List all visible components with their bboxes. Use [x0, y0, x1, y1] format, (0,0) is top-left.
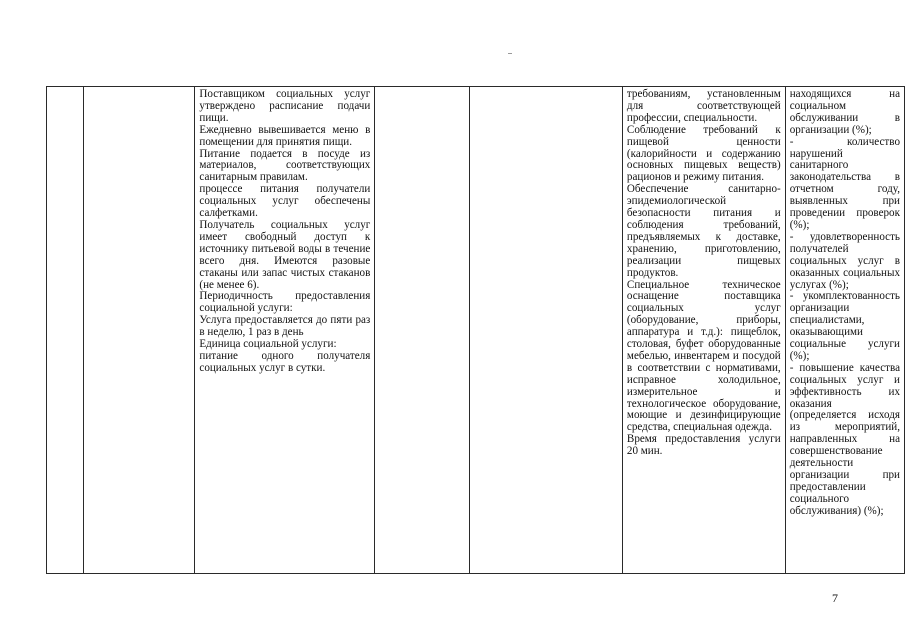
service-description-text	[199, 89, 370, 375]
page-number: 7	[832, 591, 838, 605]
table-row	[47, 87, 905, 574]
paragraph: Специальное техническое оснащение поставщика социальных услуг (оборудование, приборы, аппаратура и т.д.): пищеблок, столовая, буфет оборудованные мебелью, инвентарем и посудой в соответствии с нормативами, исправное холодильное, измерительное и технологическое оборудование, моющие и дезинфицирующие средства, специальная одежда.	[626, 278, 781, 434]
paragraph: Получатель социальных услуг имеет свободный доступ к источнику питьевой воды в течение всего дня. Имеются разовые стаканы или запас чистых стаканов (не менее 6).	[199, 218, 371, 291]
paragraph: Услуга предоставляется до пяти раз в неделю, 1 раз в день	[199, 314, 371, 339]
paragraph: находящихся на социальном обслуживании в организации (%);	[789, 88, 900, 136]
paragraph: Единица социальной услуги:	[199, 338, 337, 351]
paragraph: - повышение качества социальных услуг и эффективность их оказания (определяется исходя из мероприятий, направленных на совершенствование деятельности организации при предоставлении социального обслуживания) (%);	[789, 361, 900, 517]
table-cell-empty	[375, 87, 470, 574]
paragraph: - укомплектованность организации специалистами, оказывающими социальные услуги (%);	[789, 290, 900, 362]
services-table	[46, 86, 905, 574]
table-cell-number	[47, 87, 84, 574]
scan-dot	[508, 53, 512, 54]
paragraph: процессе питания получатели социальных услуг обеспечены салфетками.	[199, 183, 371, 220]
paragraph: Периодичность предоставления социальной услуги:	[199, 290, 371, 315]
paragraph: Соблюдение требований к пищевой ценности (калорийности и содержанию основных пищевых веществ) рационов и режиму питания.	[626, 123, 781, 184]
conditions-text	[627, 89, 781, 458]
paragraph: - удовлетворенность получателей социальных услуг в оказанных социальных услугах (%);	[789, 230, 900, 291]
table-cell-service-description	[195, 87, 375, 574]
paragraph: Ежедневно вывешивается меню в помещении для принятия пищи.	[199, 123, 371, 148]
table-cell-empty	[470, 87, 623, 574]
paragraph: - количество нарушений санитарного законодательства в отчетном году, выявленных при проведении проверок (%);	[789, 135, 900, 231]
paragraph: Обеспечение санитарно-эпидемиологической безопасности питания и соблюдения требований, предъявляемых к доставке, хранению, приготовлению, реализации пищевых продуктов.	[626, 183, 781, 279]
paragraph: Время предоставления услуги 20 мин.	[626, 433, 781, 458]
paragraph: питание одного получателя социальных услуг в сутки.	[199, 349, 371, 374]
paragraph: Поставщиком социальных услуг утверждено расписание подачи пищи.	[199, 88, 371, 124]
indicators-text	[790, 89, 900, 518]
table-cell-conditions	[622, 87, 785, 574]
table-cell-indicators	[785, 87, 904, 574]
paragraph: Питание подается в посуде из материалов, соответствующих санитарным правилам.	[199, 147, 371, 184]
table-cell-service-name	[84, 87, 195, 574]
paragraph: требованиям, установленным для соответствующей профессии, специальности.	[626, 88, 781, 124]
